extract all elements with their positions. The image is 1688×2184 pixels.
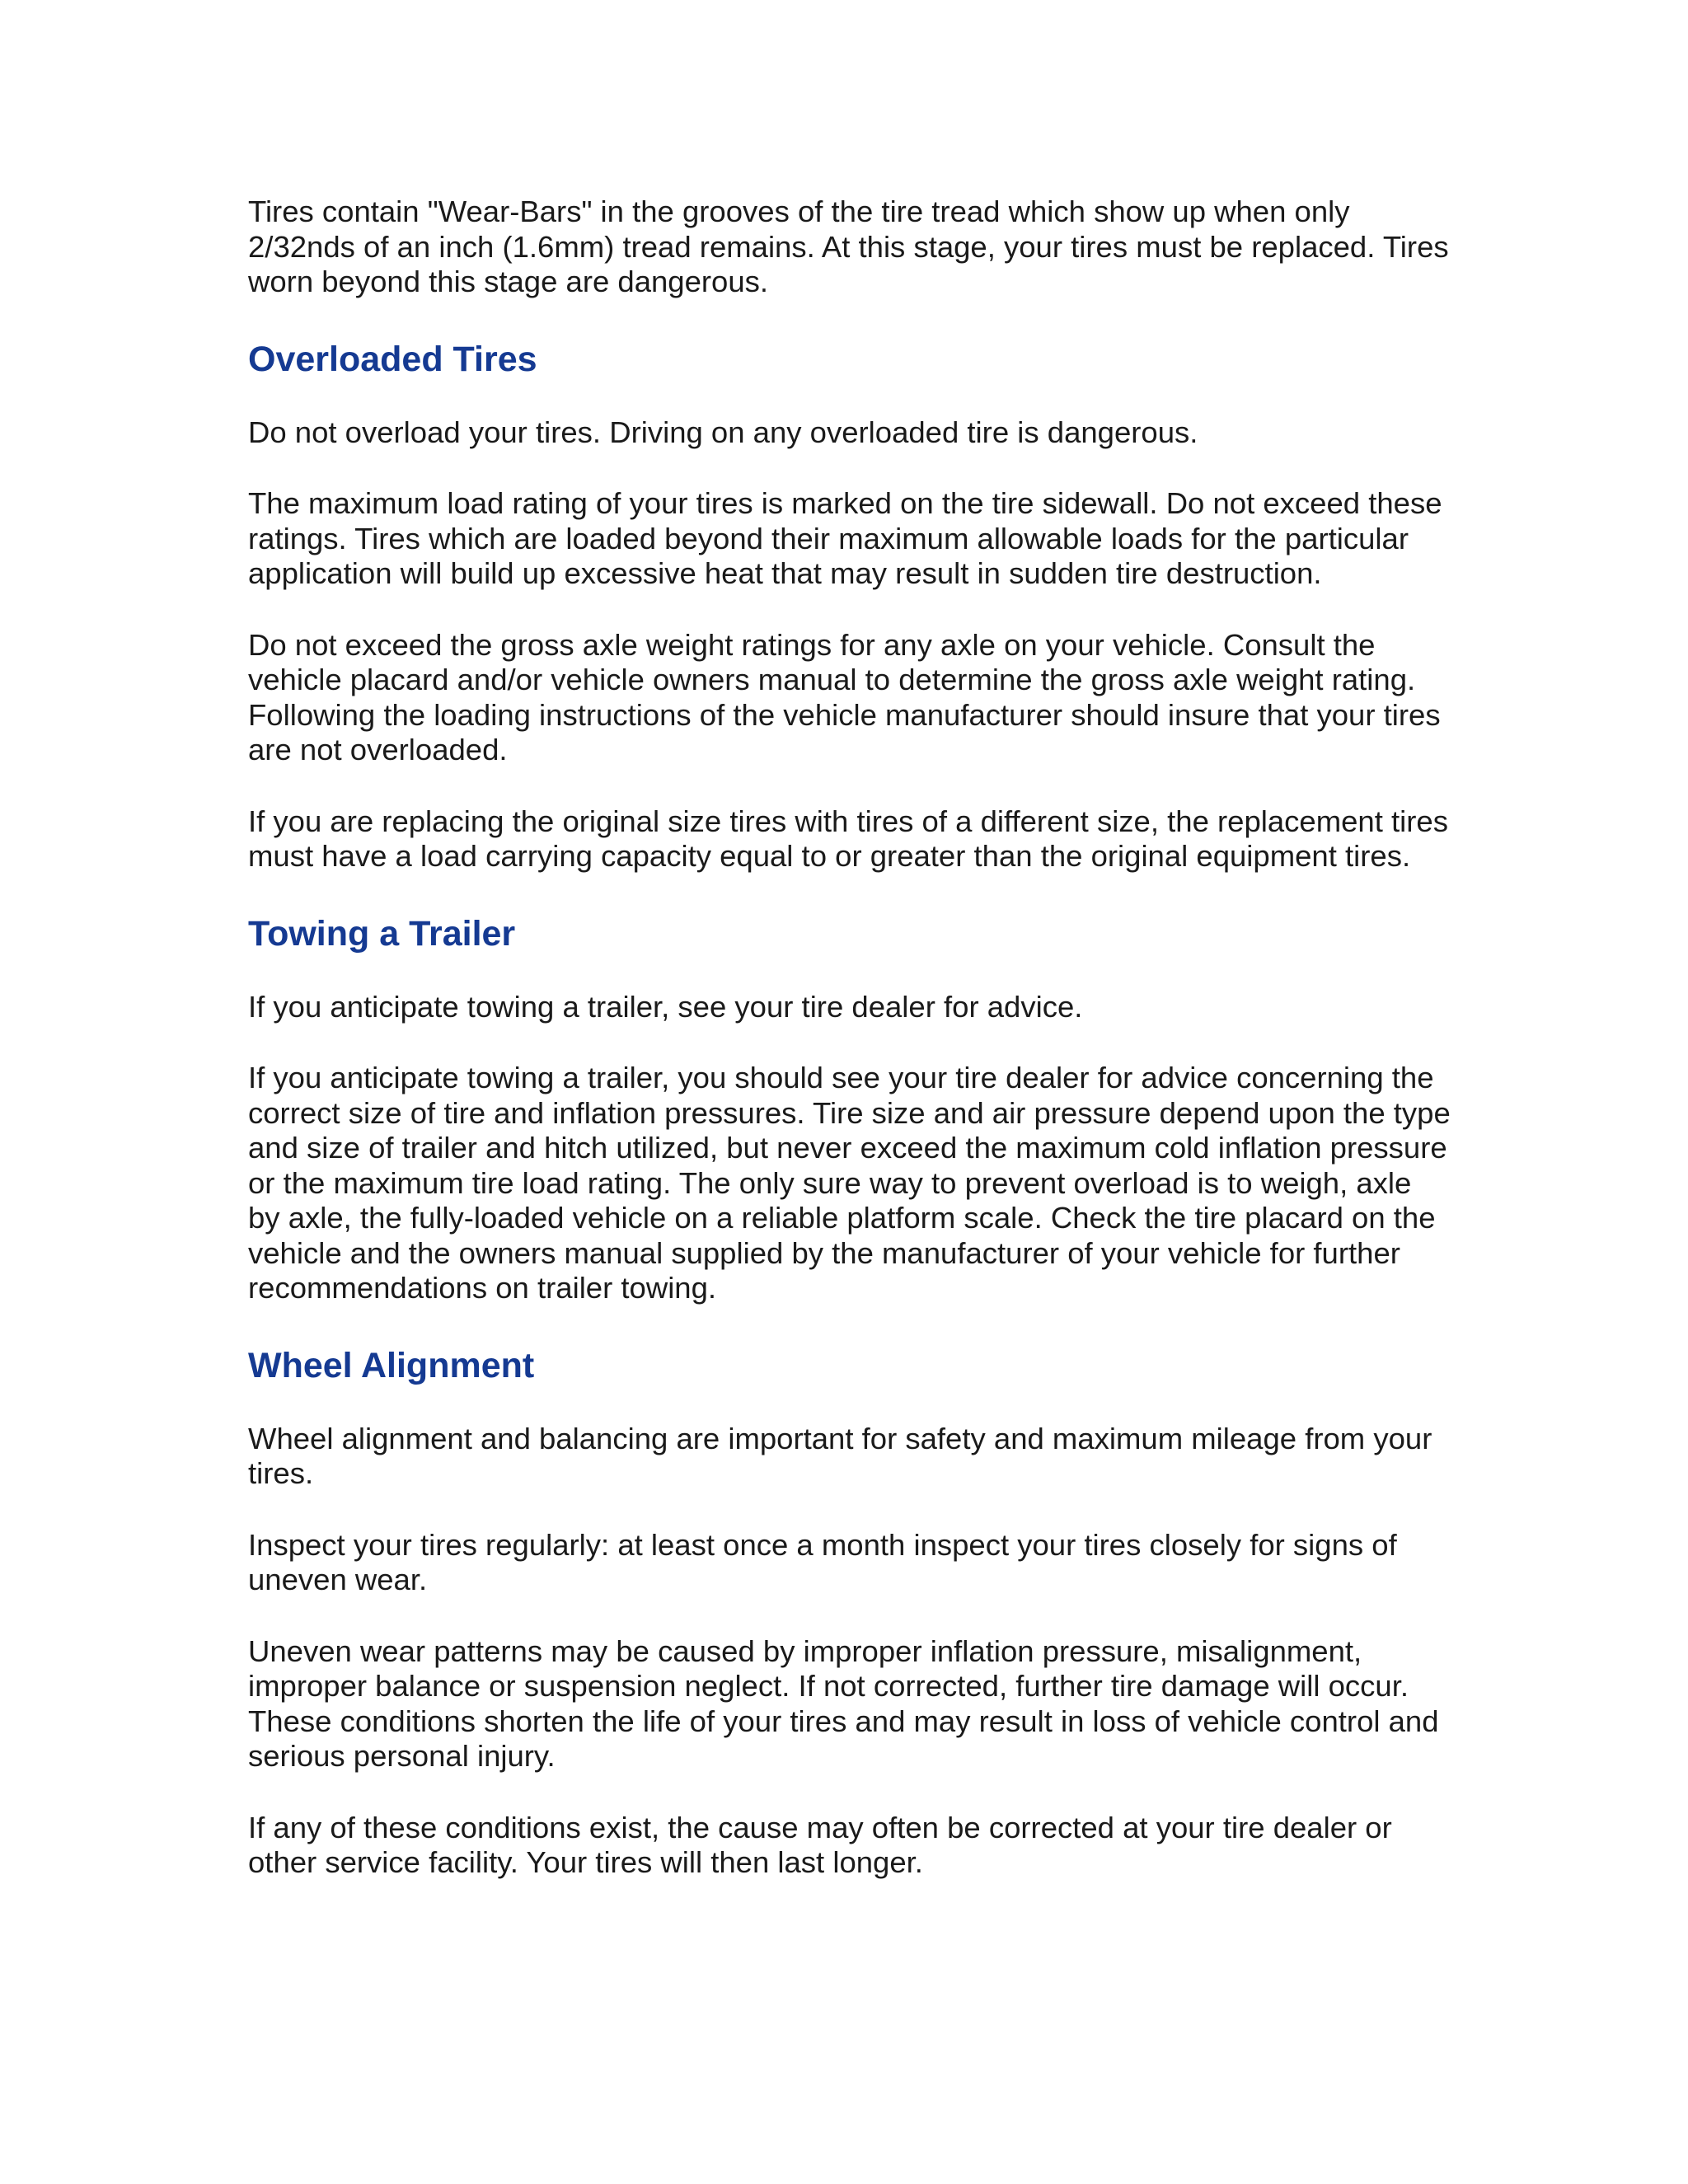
section-heading-towing-a-trailer: Towing a Trailer (248, 913, 516, 954)
alignment-paragraph-4: If any of these conditions exist, the cause may often be corrected at your tire dealer or other service facility. Your tires will then last longer. (248, 1810, 1392, 1879)
alignment-paragraph-3: Uneven wear patterns may be caused by improper inflation pressure, misalignment, improper balance or suspension neglect. If not corrected, further tire damage will occur. These conditions shorten the life of your tires and may result in loss of vehicle control and serious personal injury. (248, 1633, 1439, 1773)
section-heading-overloaded-tires: Overloaded Tires (248, 339, 537, 379)
overloaded-paragraph-3: Do not exceed the gross axle weight ratings for any axle on your vehicle. Consult the vehicle placard and/or vehicle owners manual to determine the gross axle weight rating. Following the loading instructions of the vehicle manufacturer should insure that your tires are not overloaded. (248, 627, 1441, 766)
alignment-paragraph-1: Wheel alignment and balancing are important for safety and maximum mileage from your tires. (248, 1421, 1432, 1490)
towing-paragraph-2: If you anticipate towing a trailer, you should see your tire dealer for advice concerning the correct size of tire and inflation pressures. Tire size and air pressure depend upon the type and size of trailer and hitch utilized, but never exceed the maximum cold inflation pressure or the maximum tire load rating. The only sure way to prevent overload is to weigh, axle by axle, the fully-loaded vehicle on a reliable platform scale. Check the tire placard on the vehicle and the owners manual supplied by the manufacturer of your vehicle for further recommendations on trailer towing. (248, 1061, 1451, 1305)
intro-paragraph: Tires contain "Wear-Bars" in the grooves of the tire tread which show up when only 2/32nds of an inch (1.6mm) tread remains. At this stage, your tires must be replaced. Tires worn beyond this stage are dangerous. (248, 194, 1449, 298)
document-page (248, 194, 1451, 1917)
overloaded-paragraph-1: Do not overload your tires. Driving on any overloaded tire is dangerous. (248, 415, 1198, 449)
towing-paragraph-1: If you anticipate towing a trailer, see your tire dealer for advice. (248, 989, 1083, 1024)
overloaded-paragraph-4: If you are replacing the original size tires with tires of a different size, the replacement tires must have a load carrying capacity equal to or greater than the original equipment tires. (248, 804, 1448, 873)
alignment-paragraph-2: Inspect your tires regularly: at least once a month inspect your tires closely for signs of uneven wear. (248, 1527, 1397, 1596)
overloaded-paragraph-2: The maximum load rating of your tires is marked on the tire sidewall. Do not exceed these ratings. Tires which are loaded beyond their maximum allowable loads for the particular application will build up excessive heat that may result in sudden tire destruction. (248, 486, 1442, 590)
section-heading-wheel-alignment: Wheel Alignment (248, 1345, 535, 1385)
